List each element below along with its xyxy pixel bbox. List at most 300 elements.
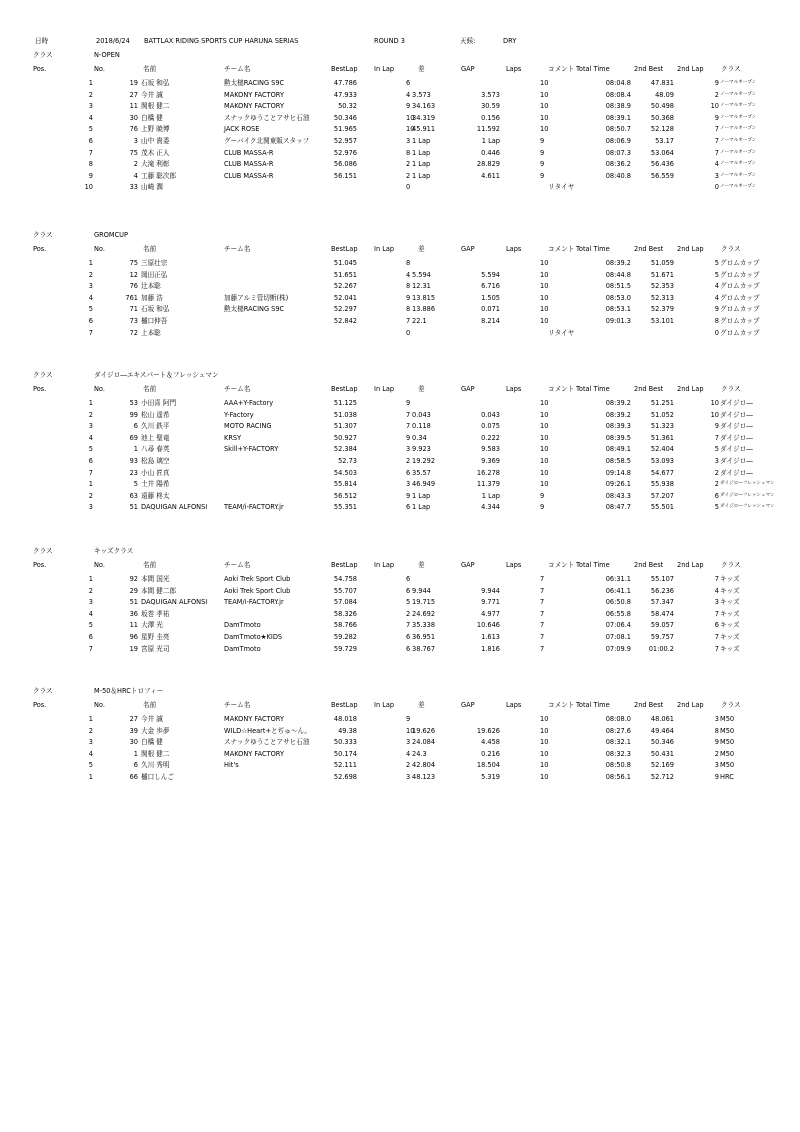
diff: 9.944 xyxy=(412,587,431,595)
rider-number: 30 xyxy=(129,114,138,122)
column-header-row xyxy=(0,246,800,256)
laps: 10 xyxy=(540,399,549,407)
total-time: 08:53.1 xyxy=(605,305,631,313)
total-time: 09:26.1 xyxy=(605,480,631,488)
in-lap: 6 xyxy=(406,469,411,477)
pos: 3 xyxy=(88,422,93,430)
second-lap: 9 xyxy=(714,738,719,746)
best-lap: 58.766 xyxy=(333,621,357,629)
result-row xyxy=(0,283,800,293)
in-lap: 10 xyxy=(406,114,415,122)
class-value: キッズ xyxy=(720,645,740,653)
rider-number: 27 xyxy=(129,715,138,723)
in-lap: 3 xyxy=(406,480,411,488)
second-best: 47.831 xyxy=(650,79,674,87)
total-time: 08:51.5 xyxy=(605,282,631,290)
best-lap: 59.729 xyxy=(333,645,357,653)
header-pos: Pos. xyxy=(33,65,47,73)
team-name: KRSY xyxy=(224,434,242,442)
result-row xyxy=(0,173,800,183)
team-name: MAKONY FACTORY xyxy=(224,91,284,99)
laps: 7 xyxy=(540,645,545,653)
second-best: 52.379 xyxy=(650,305,674,313)
best-lap: 47.786 xyxy=(333,79,357,87)
rider-number: 72 xyxy=(129,329,138,337)
class-value: M50 xyxy=(720,761,735,769)
result-row xyxy=(0,330,800,340)
result-row xyxy=(0,751,800,761)
rider-name: 山中 貴委 xyxy=(141,137,170,145)
rider-name: 小山 匠真 xyxy=(141,469,170,477)
laps: 10 xyxy=(540,422,549,430)
in-lap: 9 xyxy=(406,715,411,723)
best-lap: 51.965 xyxy=(333,125,357,133)
laps: 10 xyxy=(540,750,549,758)
best-lap: 50.346 xyxy=(333,114,357,122)
second-best: 48.09 xyxy=(655,91,674,99)
rider-number: 33 xyxy=(129,183,138,191)
diff: 24.084 xyxy=(412,738,436,746)
pos: 7 xyxy=(88,329,93,337)
rider-number: 1 xyxy=(133,445,138,453)
best-lap: 55.814 xyxy=(333,480,357,488)
pos: 1 xyxy=(88,259,93,267)
in-lap: 2 xyxy=(406,610,411,618)
laps: 10 xyxy=(540,469,549,477)
laps: 7 xyxy=(540,598,545,606)
best-lap: 54.758 xyxy=(333,575,357,583)
header-laps: Laps xyxy=(506,245,522,253)
rider-name: 上野 暁博 xyxy=(141,125,170,133)
gap: 0.075 xyxy=(481,422,500,430)
class-value: ノーマルオープン xyxy=(720,138,757,143)
total-time: 08:43.3 xyxy=(605,492,631,500)
class-value: ダイジロ― xyxy=(720,434,753,442)
total-time: 08:58.5 xyxy=(605,457,631,465)
rider-name: 久川 鉄平 xyxy=(141,422,170,430)
best-lap: 52.73 xyxy=(338,457,357,465)
pos: 3 xyxy=(88,738,93,746)
second-lap: 7 xyxy=(714,149,719,157)
gap: 3.573 xyxy=(481,91,500,99)
result-row xyxy=(0,138,800,148)
in-lap: 6 xyxy=(406,587,411,595)
best-lap: 56.512 xyxy=(333,492,357,500)
class-value: ダイジロ―フレッシュマン xyxy=(720,504,775,509)
header-best-lap: BestLap xyxy=(331,561,358,569)
rider-number: 30 xyxy=(129,738,138,746)
result-row xyxy=(0,504,800,514)
pos: 4 xyxy=(88,434,93,442)
laps: 10 xyxy=(540,715,549,723)
rider-number: 29 xyxy=(129,587,138,595)
comment: リタイヤ xyxy=(548,183,575,191)
rider-number: 39 xyxy=(129,727,138,735)
class-name: GROMCUP xyxy=(94,231,128,239)
result-row xyxy=(0,423,800,433)
diff: 1 Lap xyxy=(412,172,431,180)
header-name: 名前 xyxy=(143,245,157,253)
best-lap: 56.086 xyxy=(333,160,357,168)
best-lap: 52.041 xyxy=(333,294,357,302)
in-lap: 9 xyxy=(406,399,411,407)
rider-name: 池上 聖竜 xyxy=(141,434,170,442)
rider-name: 加藤 浩 xyxy=(141,294,163,302)
rider-name: 久川 秀明 xyxy=(141,761,170,769)
rider-number: 19 xyxy=(129,79,138,87)
header-gap: GAP xyxy=(461,561,475,569)
header-team: チーム名 xyxy=(224,385,251,393)
second-lap: 4 xyxy=(714,160,719,168)
rider-name: 今井 誠 xyxy=(141,91,163,99)
total-time: 08:39.2 xyxy=(605,259,631,267)
header-no: No. xyxy=(94,245,105,253)
class-value: グロムカップ xyxy=(720,329,760,337)
best-lap: 52.957 xyxy=(333,137,357,145)
laps: 10 xyxy=(540,738,549,746)
diff: 12.31 xyxy=(412,282,431,290)
second-lap: 10 xyxy=(710,411,719,419)
team-name: AAA+Y-Factory xyxy=(224,399,274,407)
pos: 3 xyxy=(88,503,93,511)
second-best: 01:00.2 xyxy=(648,645,674,653)
second-lap: 6 xyxy=(714,621,719,629)
header-name: 名前 xyxy=(143,65,157,73)
result-row xyxy=(0,412,800,422)
rider-name: 工藤 聡次郎 xyxy=(141,172,177,180)
gap: 8.214 xyxy=(481,317,500,325)
pos: 2 xyxy=(88,271,93,279)
pos: 5 xyxy=(88,445,93,453)
header-second-lap: 2nd Lap xyxy=(677,245,704,253)
best-lap: 52.842 xyxy=(333,317,357,325)
team-name: スナックゆうことアサヒ石油 xyxy=(224,738,310,746)
diff: 24.692 xyxy=(412,610,436,618)
gap: 16.278 xyxy=(476,469,500,477)
class-name: N-OPEN xyxy=(94,51,120,59)
class-value: ダイジロ― xyxy=(720,399,753,407)
second-best: 55.107 xyxy=(650,575,674,583)
gap: 4.611 xyxy=(481,172,500,180)
date-value: 2018/6/24 xyxy=(96,37,130,45)
rider-number: 51 xyxy=(129,503,138,511)
second-best: 53.064 xyxy=(650,149,674,157)
pos: 1 xyxy=(88,480,93,488)
pos: 1 xyxy=(88,575,93,583)
second-best: 58.474 xyxy=(650,610,674,618)
total-time: 09:01.3 xyxy=(605,317,631,325)
best-lap: 51.045 xyxy=(333,259,357,267)
total-time: 08:56.1 xyxy=(605,773,631,781)
class-value: ノーマルオープン xyxy=(720,92,757,97)
rider-name: 辻本聡 xyxy=(141,282,161,290)
class-value: グロムカップ xyxy=(720,294,760,302)
best-lap: 59.282 xyxy=(333,633,357,641)
class-value: グロムカップ xyxy=(720,317,760,325)
second-lap: 7 xyxy=(714,645,719,653)
total-time: 08:40.8 xyxy=(605,172,631,180)
class-value: ノーマルオープン xyxy=(720,161,757,166)
gap: 18.504 xyxy=(476,761,500,769)
team-name: DamTmoto xyxy=(224,645,261,653)
pos: 9 xyxy=(88,172,93,180)
second-lap: 5 xyxy=(714,259,719,267)
header-second-lap: 2nd Lap xyxy=(677,65,704,73)
laps: 10 xyxy=(540,91,549,99)
pos: 10 xyxy=(84,183,93,191)
in-lap: 8 xyxy=(406,305,411,313)
laps: 10 xyxy=(540,294,549,302)
rider-number: 66 xyxy=(129,773,138,781)
rider-name: 八尋 春英 xyxy=(141,445,170,453)
rider-number: 2 xyxy=(133,160,138,168)
pos: 2 xyxy=(88,492,93,500)
pos: 1 xyxy=(88,715,93,723)
team-name: Aoki Trek Sport Club xyxy=(224,587,291,595)
best-lap: 56.151 xyxy=(333,172,357,180)
result-row xyxy=(0,295,800,305)
laps: 10 xyxy=(540,305,549,313)
second-best: 55.938 xyxy=(650,480,674,488)
total-time: 07:08.1 xyxy=(605,633,631,641)
diff: 38.767 xyxy=(412,645,436,653)
second-lap: 9 xyxy=(714,773,719,781)
second-best: 50.368 xyxy=(650,114,674,122)
result-row xyxy=(0,493,800,503)
header-second-best: 2nd Best xyxy=(634,65,664,73)
pos: 8 xyxy=(88,160,93,168)
second-lap: 4 xyxy=(714,294,719,302)
result-row xyxy=(0,762,800,772)
result-row xyxy=(0,470,800,480)
in-lap: 2 xyxy=(406,457,411,465)
laps: 10 xyxy=(540,411,549,419)
header-gap: GAP xyxy=(461,385,475,393)
total-time: 09:14.8 xyxy=(605,469,631,477)
rider-name: DAQUIGAN ALFONSI xyxy=(141,598,208,606)
gap: 9.369 xyxy=(481,457,500,465)
second-lap: 8 xyxy=(714,727,719,735)
laps: 9 xyxy=(540,160,545,168)
result-row xyxy=(0,184,800,194)
weather-value: DRY xyxy=(503,37,517,45)
second-lap: 2 xyxy=(714,480,719,488)
gap: 10.646 xyxy=(476,621,500,629)
comment: リタイヤ xyxy=(548,329,575,337)
team-name: TEAM/i-FACTORY.jr xyxy=(224,598,284,606)
best-lap: 51.038 xyxy=(333,411,357,419)
rider-name: 白橋 健 xyxy=(141,114,163,122)
pos: 5 xyxy=(88,305,93,313)
rider-name: 茂木 正人 xyxy=(141,149,170,157)
rider-name: 関根 健二 xyxy=(141,750,170,758)
result-row xyxy=(0,400,800,410)
rider-name: 本間 健二郎 xyxy=(141,587,177,595)
second-lap: 7 xyxy=(714,434,719,442)
second-lap: 9 xyxy=(714,305,719,313)
rider-name: 本間 国光 xyxy=(141,575,170,583)
diff: 1 Lap xyxy=(412,503,431,511)
class-value: ダイジロ― xyxy=(720,445,753,453)
pos: 6 xyxy=(88,633,93,641)
diff: 22.1 xyxy=(412,317,427,325)
rider-name: 大滝 利彰 xyxy=(141,160,170,168)
diff: 19.626 xyxy=(412,727,436,735)
gap: 4.458 xyxy=(481,738,500,746)
rider-number: 63 xyxy=(129,492,138,500)
second-lap: 0 xyxy=(714,183,719,191)
laps: 10 xyxy=(540,79,549,87)
class-value: ノーマルオープン xyxy=(720,115,757,120)
diff: 35.338 xyxy=(412,621,436,629)
class-value: ダイジロ― xyxy=(720,457,753,465)
class-value: ノーマルオープン xyxy=(720,126,757,131)
team-name: CLUB MASSA-R xyxy=(224,149,274,157)
second-lap: 3 xyxy=(714,761,719,769)
in-lap: 0 xyxy=(406,329,411,337)
second-best: 49.464 xyxy=(650,727,674,735)
rider-number: 71 xyxy=(129,305,138,313)
gap: 5.594 xyxy=(481,271,500,279)
laps: 7 xyxy=(540,610,545,618)
second-best: 57.207 xyxy=(650,492,674,500)
header-class: クラス xyxy=(721,561,741,569)
team-name: TEAM/i-FACTORY.jr xyxy=(224,503,284,511)
pos: 2 xyxy=(88,727,93,735)
team-name: MAKONY FACTORY xyxy=(224,102,284,110)
header-diff: 差 xyxy=(418,385,425,393)
best-lap: 50.32 xyxy=(338,102,357,110)
diff: 0.118 xyxy=(412,422,431,430)
total-time: 08:39.2 xyxy=(605,399,631,407)
team-name: MAKONY FACTORY xyxy=(224,750,284,758)
total-time: 08:36.2 xyxy=(605,160,631,168)
result-row xyxy=(0,611,800,621)
result-row xyxy=(0,115,800,125)
team-name: Hit's xyxy=(224,761,239,769)
in-lap: 4 xyxy=(406,91,411,99)
second-best: 59.757 xyxy=(650,633,674,641)
second-lap: 3 xyxy=(714,598,719,606)
gap: 0.446 xyxy=(481,149,500,157)
laps: 10 xyxy=(540,445,549,453)
best-lap: 58.326 xyxy=(333,610,357,618)
diff: 34.163 xyxy=(412,102,436,110)
laps: 10 xyxy=(540,102,549,110)
rider-number: 93 xyxy=(129,457,138,465)
header-class: クラス xyxy=(721,245,741,253)
header-second-best: 2nd Best xyxy=(634,561,664,569)
gap: 0.043 xyxy=(481,411,500,419)
total-time: 08:47.7 xyxy=(605,503,631,511)
second-best: 52.404 xyxy=(650,445,674,453)
pos: 1 xyxy=(88,773,93,781)
header-second-lap: 2nd Lap xyxy=(677,385,704,393)
in-lap: 4 xyxy=(406,271,411,279)
laps: 10 xyxy=(540,457,549,465)
team-name: スナックゆうことアサヒ石油 xyxy=(224,114,310,122)
class-value: ダイジロ― xyxy=(720,422,753,430)
rider-name: 大澤 光 xyxy=(141,621,163,629)
header-team: チーム名 xyxy=(224,561,251,569)
rider-name: 土井 陽希 xyxy=(141,480,170,488)
total-time: 08:39.5 xyxy=(605,434,631,442)
team-name: Y-Factory xyxy=(224,411,254,419)
diff: 24.3 xyxy=(412,750,427,758)
total-time: 08:27.6 xyxy=(605,727,631,735)
in-lap: 3 xyxy=(406,445,411,453)
second-lap: 7 xyxy=(714,633,719,641)
class-label: クラス xyxy=(33,687,53,695)
rider-number: 11 xyxy=(129,621,138,629)
in-lap: 4 xyxy=(406,750,411,758)
header-diff: 差 xyxy=(418,561,425,569)
in-lap: 6 xyxy=(406,503,411,511)
team-name: Skill+Y-FACTORY xyxy=(224,445,279,453)
best-lap: 52.698 xyxy=(333,773,357,781)
total-time: 06:31.1 xyxy=(605,575,631,583)
laps: 10 xyxy=(540,434,549,442)
result-row xyxy=(0,126,800,136)
best-lap: 50.174 xyxy=(333,750,357,758)
second-lap: 2 xyxy=(714,469,719,477)
in-lap: 7 xyxy=(406,411,411,419)
gap: 1.505 xyxy=(481,294,500,302)
result-row xyxy=(0,634,800,644)
header-comment: コメント xyxy=(548,65,575,73)
header-gap: GAP xyxy=(461,701,475,709)
class-value: ノーマルオープン xyxy=(720,173,757,178)
best-lap: 49.38 xyxy=(338,727,357,735)
team-name: CLUB MASSA-R xyxy=(224,172,274,180)
total-time: 08:04.8 xyxy=(605,79,631,87)
laps: 7 xyxy=(540,575,545,583)
best-lap: 51.307 xyxy=(333,422,357,430)
diff: 0.043 xyxy=(412,411,431,419)
in-lap: 2 xyxy=(406,160,411,168)
gap: 0.216 xyxy=(481,750,500,758)
second-lap: 4 xyxy=(714,587,719,595)
second-best: 52.128 xyxy=(650,125,674,133)
pos: 2 xyxy=(88,91,93,99)
second-lap: 3 xyxy=(714,172,719,180)
pos: 7 xyxy=(88,645,93,653)
rider-number: 53 xyxy=(129,399,138,407)
gap: 9.771 xyxy=(481,598,500,606)
diff: 0.34 xyxy=(412,434,427,442)
laps: 9 xyxy=(540,503,545,511)
pos: 4 xyxy=(88,114,93,122)
rider-number: 27 xyxy=(129,91,138,99)
total-time: 08:50.7 xyxy=(605,125,631,133)
diff: 35.57 xyxy=(412,469,431,477)
pos: 3 xyxy=(88,598,93,606)
in-lap: 9 xyxy=(406,492,411,500)
class-value: ノーマルオープン xyxy=(720,184,757,189)
header-no: No. xyxy=(94,385,105,393)
total-time: 06:55.8 xyxy=(605,610,631,618)
header-best-lap: BestLap xyxy=(331,65,358,73)
laps: 10 xyxy=(540,259,549,267)
header-diff: 差 xyxy=(418,65,425,73)
rider-name: 坂巻 孝祐 xyxy=(141,610,170,618)
team-name: グーバイク北関東販スタッフ xyxy=(224,137,310,145)
second-best: 57.347 xyxy=(650,598,674,606)
result-row xyxy=(0,716,800,726)
team-name: Aoki Trek Sport Club xyxy=(224,575,291,583)
class-value: M50 xyxy=(720,715,735,723)
header-pos: Pos. xyxy=(33,245,47,253)
